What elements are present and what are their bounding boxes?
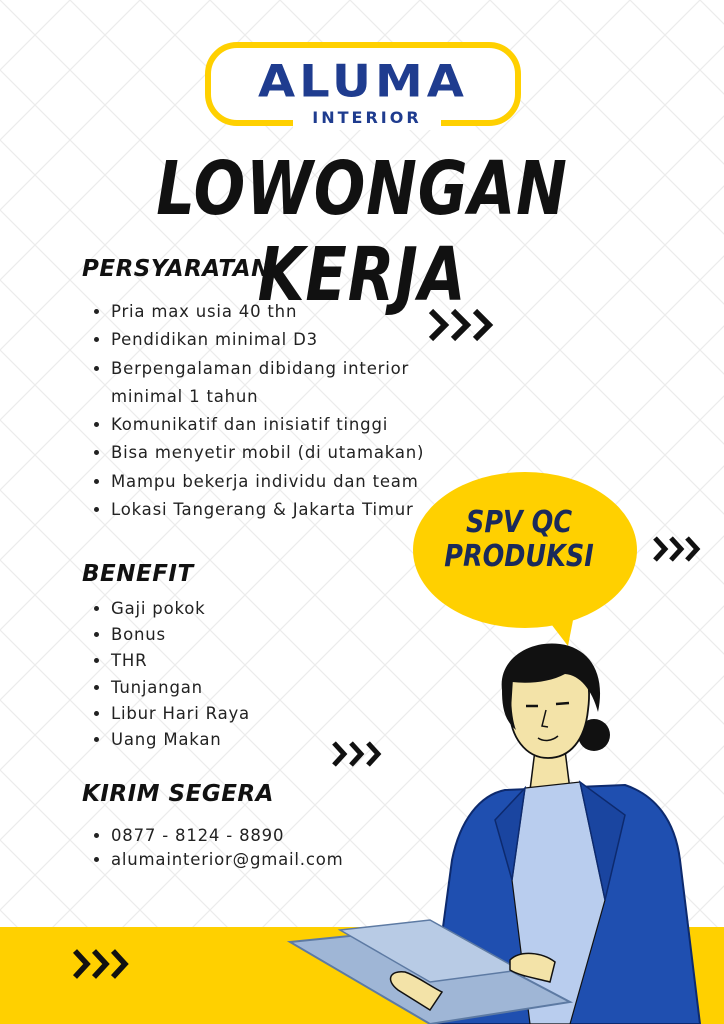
position-line-2: PRODUKSI <box>444 539 594 574</box>
phone-number: • 0877 - 8124 - 8890 <box>111 824 411 848</box>
list-item: • THR <box>111 648 371 674</box>
email-address: • alumainterior@gmail.com <box>111 848 411 872</box>
chevrons-right-icon <box>652 535 704 563</box>
requirements-title: PERSYARATAN <box>82 256 271 282</box>
list-item: • Gaji pokok <box>111 596 371 622</box>
list-item: • Tunjangan <box>111 675 371 701</box>
logo-subtitle: INTERIOR <box>312 108 422 127</box>
list-item: • Libur Hari Raya <box>111 701 371 727</box>
benefit-title: BENEFIT <box>82 561 194 587</box>
list-item: • Berpengalaman dibidang interior minimal 1 tahun <box>111 355 451 412</box>
list-item: • Mampu bekerja individu dan team <box>111 468 451 496</box>
position-title <box>430 506 609 574</box>
requirements-list <box>95 298 451 524</box>
list-item: • Komunikatif dan inisiatif tinggi <box>111 411 451 439</box>
list-item: • Lokasi Tangerang & Jakarta Timur <box>111 496 451 524</box>
list-item: • Bonus <box>111 622 371 648</box>
list-item: • Pria max usia 40 thn <box>111 298 451 326</box>
logo-wordmark: ALUMA <box>258 56 468 108</box>
woman-illustration <box>280 630 724 1024</box>
list-item: • Uang Makan <box>111 727 371 753</box>
list-item: • Pendidikan minimal D3 <box>111 326 451 354</box>
contact-title: KIRIM SEGERA <box>82 781 274 807</box>
chevrons-right-icon <box>72 948 132 980</box>
position-line-1: SPV QC <box>465 505 573 540</box>
logo <box>205 42 521 126</box>
chevrons-right-icon <box>428 307 500 343</box>
list-item: • Bisa menyetir mobil (di utamakan) <box>111 439 451 467</box>
headline: LOWONGAN KERJA <box>156 146 568 318</box>
